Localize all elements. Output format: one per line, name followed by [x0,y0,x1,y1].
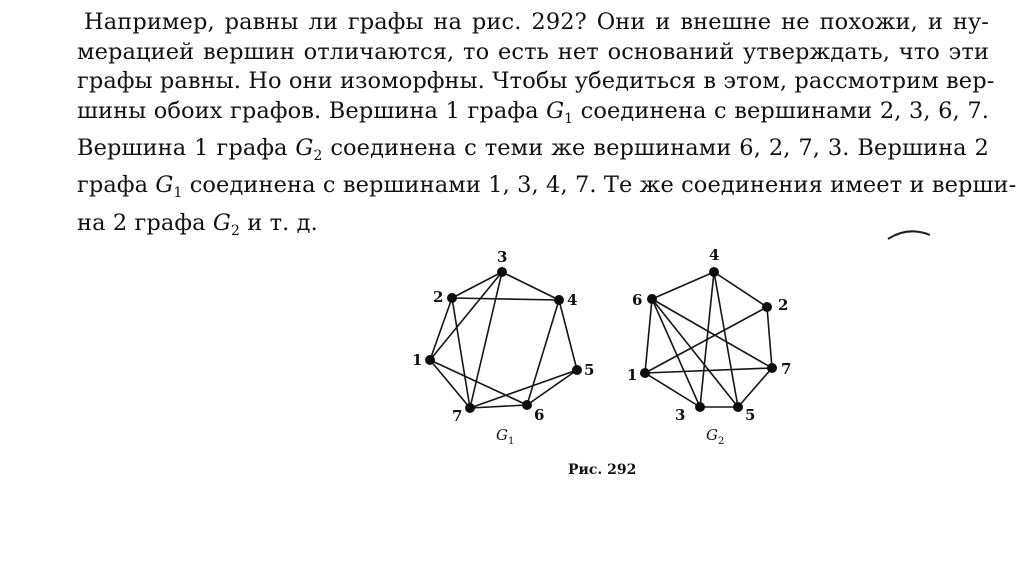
vertex-5 [572,365,582,375]
vertex-label-6: 6 [632,291,643,309]
edge-5-6 [527,370,577,405]
vertex-label-5: 5 [745,406,756,424]
vertex-label-7: 7 [452,407,463,425]
paragraph-line-1: Например, равны ли графы на рис. 292? Они и внешне не похожи, и ну- [84,9,989,35]
line7-part-b: и т. д. [239,209,318,236]
vertex-label-7: 7 [781,360,792,378]
vertex-label-6: 6 [534,406,545,424]
vertex-6 [522,400,532,410]
vertex-2 [447,293,457,303]
edge-6-4 [652,272,714,299]
graph-g1-label: $G_1$ [496,426,515,447]
line5-part-a: Вершина 1 графа [77,134,296,161]
vertex-label-4: 4 [567,291,578,309]
graph-symbol: G [212,209,231,236]
graph-subscript: 2 [313,147,323,164]
graph-symbol: G [546,97,565,124]
vertex-4 [709,267,719,277]
edge-6-7 [652,299,772,368]
vertex-2 [762,302,772,312]
paragraph-line-2: мерацией вершин отличаются, то есть нет оснований утверждать, что эти [77,38,989,65]
vertex-label-1: 1 [627,366,638,384]
edge-1-2 [645,307,767,373]
figure-caption: Рис. 292 [568,462,637,478]
edge-4-3 [700,272,714,407]
edge-2-7 [767,307,772,368]
vertex-7 [465,403,475,413]
graph-symbol: G [155,172,174,199]
vertex-1 [425,355,435,365]
edge-4-5 [559,300,577,370]
graph-symbol: G [295,134,314,161]
edge-1-6 [645,299,652,373]
vertex-label-5: 5 [584,361,595,379]
edge-4-5 [714,272,738,407]
graph-g2-label: $G_2$ [706,426,725,447]
graph-subscript: 2 [231,222,240,239]
edge-4-2 [714,272,767,307]
line6-part-b: соединена с вершинами 1, 3, 4, 7. Те же соединения имеет и верши- [182,172,1017,199]
vertex-5 [733,402,743,412]
edge-1-2 [430,298,452,360]
vertex-label-2: 2 [778,296,789,314]
vertex-1 [640,368,650,378]
graph-g2 [627,246,791,424]
line4-part-a: шины обоих графов. Вершина 1 графа [77,97,547,124]
edge-1-6 [430,360,527,405]
edge-2-4 [452,298,559,300]
edge-4-6 [527,300,559,405]
vertex-label-1: 1 [412,351,423,369]
vertex-label-3: 3 [497,248,508,266]
graph-subscript: 1 [173,185,183,202]
line6-part-a: графа [77,172,156,199]
line5-part-b: соединена с теми же вершинами 6, 2, 7, 3. Вершина 2 [322,134,989,161]
graph-g1 [412,248,594,425]
vertex-3 [497,267,507,277]
vertex-7 [767,363,777,373]
vertex-3 [695,402,705,412]
vertex-label-4: 4 [709,246,720,264]
line4-part-b: соединена с вершинами 2, 3, 6, 7. [573,97,989,124]
edge-6-3 [652,299,700,407]
edge-2-3 [452,272,502,298]
edge-6-5 [652,299,738,407]
vertex-label-2: 2 [433,288,444,306]
vertex-6 [647,294,657,304]
edge-3-4 [502,272,559,300]
edge-7-5 [738,368,772,407]
line7-part-a: на 2 графа [77,209,213,236]
graph-subscript: 1 [564,110,574,127]
paragraph-line-3: графы равны. Но они изоморфны. Чтобы убедиться в этом, рассмотрим вер- [77,68,995,94]
vertex-4 [554,295,564,305]
vertex-label-3: 3 [675,406,686,424]
